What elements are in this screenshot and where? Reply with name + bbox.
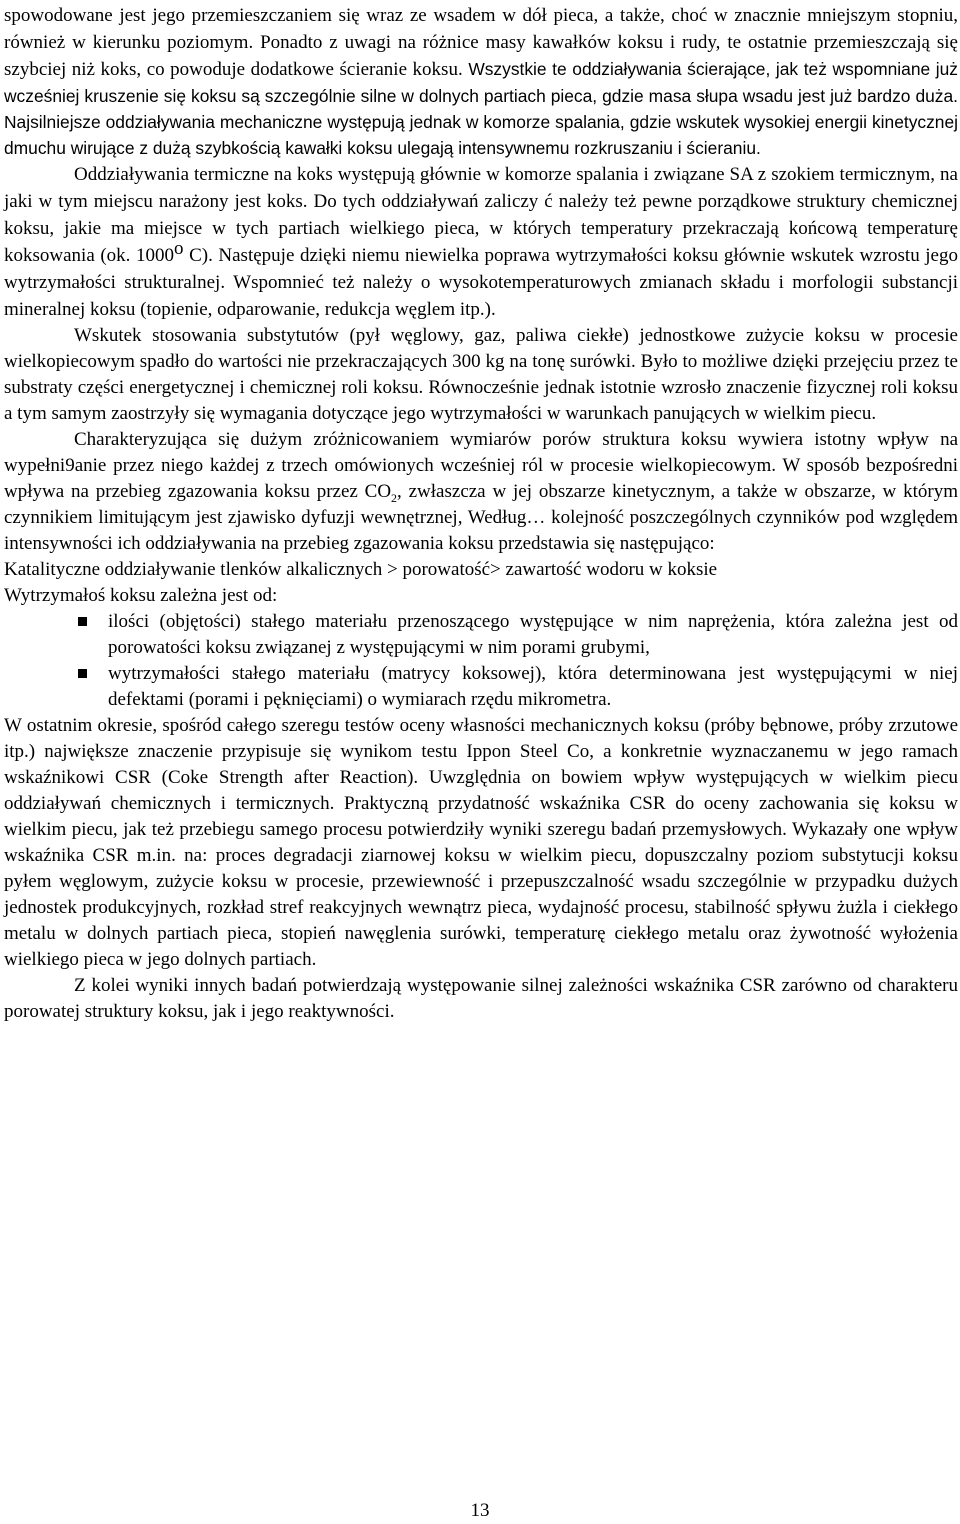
paragraph-substitutes: Wskutek stosowania substytutów (pył węglowy, gaz, paliwa ciekłe) jednostkowe zużycie koksu w procesie wielkopiecowym spadło do wartości nie przekraczających 300 kg na tonę surówki. Było to możliwe dzięki przejęciu przez te substraty części energetycznej i chemicznej roli koksu. Równocześnie jednak istotnie wzrosło znaczenie fizycznej roli koksu a tym samym zaostrzyły się wymagania dotyczące jego wytrzymałości w warunkach panujących w wielkim piecu.	[4, 325, 958, 424]
paragraph-thermal-effects	[4, 161, 958, 323]
list-item-text: ilości (objętości) stałego materiału przenoszącego występujące w nim naprężenia, która zależna jest od porowatości koksu związanej z występującymi w nim porami grubymi,	[108, 611, 958, 658]
paragraph-text: Charakteryzująca się dużym zróżnicowaniem wymiarów porów struktura koksu wywiera istotny wpływ na wypełni9anie przez niego każdej z trzech omówionych wcześniej ról w procesie wielkopiecowym. W sposób bezpośredni wpływa na przebieg zgazowania koksu przez CO	[4, 429, 958, 502]
subscript: 2	[391, 490, 398, 505]
paragraph-strength-intro: Wytrzymałoś koksu zależna jest od:	[4, 585, 278, 606]
square-bullet-icon	[78, 617, 87, 626]
list-item-text: wytrzymałości stałego materiału (matrycy koksowej), która determinowana jest występującymi w niej defektami (porami i pęknięciami) o wymiarach rzędu mikrometra.	[108, 663, 958, 710]
paragraph-text: Wszystkie te oddziaływania ścierające, jak też wspomniane już wcześniej kruszenie się koksu są szczególnie silne w dolnych partiach pieca, gdzie masa słupa wsadu jest już bardzo duża.	[4, 59, 959, 106]
square-bullet-icon	[78, 669, 87, 678]
paragraph-text: Do tych oddziaływań zaliczy ć należy też pewne porządkowe struktury chemicznej koksu, jakie ma miejsce w tych partiach wielkiego pieca, w których temperatury przekraczają końcową temperaturę koksowania (ok. 1000	[4, 191, 958, 266]
paragraph-text: Najsilniejsze oddziaływania mechaniczne występują jednak w komorze spalania, gdzie wskutek wysokiej energii kinetycznej dmuchu wirujące z dużą szybkością kawałki koksu ulegają intensywnemu rozkruszaniu i ścieraniu.	[4, 112, 958, 158]
list-item	[4, 661, 958, 713]
list-item	[4, 609, 958, 661]
paragraph-mechanical-abrasion	[4, 2, 958, 161]
paragraph-text: Oddziaływania termiczne na koks występują głównie w komorze spalania i związane SA z szokiem termicznym, na jaki w tym miejscu narażony jest koks.	[4, 164, 958, 212]
paragraph-text: spowodowane jest jego przemieszczaniem się wraz ze wsadem w dół pieca, a także, choć w znacznie mniejszym stopniu, również w kierunku poziomym. Ponadto z uwagi na różnice masy kawałków koksu i rudy, te ostatnie przemieszczają się szybciej niż koks, co powoduje dodatkowe ścieranie koksu.	[4, 5, 958, 80]
document-page	[4, 2, 958, 1025]
paragraph-text: , zwłaszcza w jej obszarze kinetycznym, a także w obszarze, w którym czynnikiem limitującym jest zjawisko dyfuzji wewnętrznej, Według… kolejność poszczególnych czynników pod względem intensywności ich oddziaływania na przebieg zgazowania koksu przedstawia się następująco:	[4, 481, 958, 554]
strength-factors-list	[4, 609, 958, 713]
page-number: 13	[470, 1500, 490, 1521]
paragraph-csr-index: W ostatnim okresie, spośród całego szeregu testów oceny własności mechanicznych koksu (próby bębnowe, próby zrzutowe itp.) największe znaczenie przypisuje się wynikom testu Ippon Steel Co, a konkretnie wyznaczanemu w jego ramach wskaźnikowi CSR (Coke Strength after Reaction). Uwzględnia on bowiem wpływ występujących w wielkim piecu oddziaływań chemicznych i termicznych. Praktyczną przydatność wskaźnika CSR do oceny zachowania się koksu w wielkim piecu, jak też przebiegu samego procesu potwierdziły wyniki szeregu badań przemysłowych. Wykazały one wpływ wskaźnika CSR m.in. na: proces degradacji ziarnowej koksu w wielkim piecu, dopuszczalny poziom substytucji koksu pyłem węglowym, zużycie koksu w procesie, przewiewność i przepuszczalność wsadu szczególnie w przypadku dużych jednostek produkcyjnych, rozkład stref reakcyjnych wewnątrz pieca, wydajność procesu, stabilność spływu żużla i ciekłego metalu w dolnych partiach pieca, stopień nawęglenia surówki, temperaturę ciekłego metalu oraz żywotność wyłożenia wielkiego pieca w jego dolnych partiach.	[4, 715, 958, 970]
paragraph-text: C). Następuje dzięki niemu niewielka poprawa wytrzymałości koksu głównie wskutek wzrostu jego wytrzymałości strukturalnej. Wspomnieć też należy o wysokotemperaturowych zmianach składu i morfologii substancji mineralnej koksu (topienie, odparowanie, redukcja węglem itp.).	[4, 245, 958, 320]
paragraph-factor-order: Katalityczne oddziaływanie tlenków alkalicznych > porowatość> zawartość wodoru w koksie	[4, 559, 718, 580]
paragraph-csr-correlation: Z kolei wyniki innych badań potwierdzają występowanie silnej zależności wskaźnika CSR zarówno od charakteru porowatej struktury koksu, jak i jego reaktywności.	[4, 975, 958, 1022]
paragraph-pore-structure	[4, 427, 958, 557]
superscript: o	[174, 238, 184, 260]
